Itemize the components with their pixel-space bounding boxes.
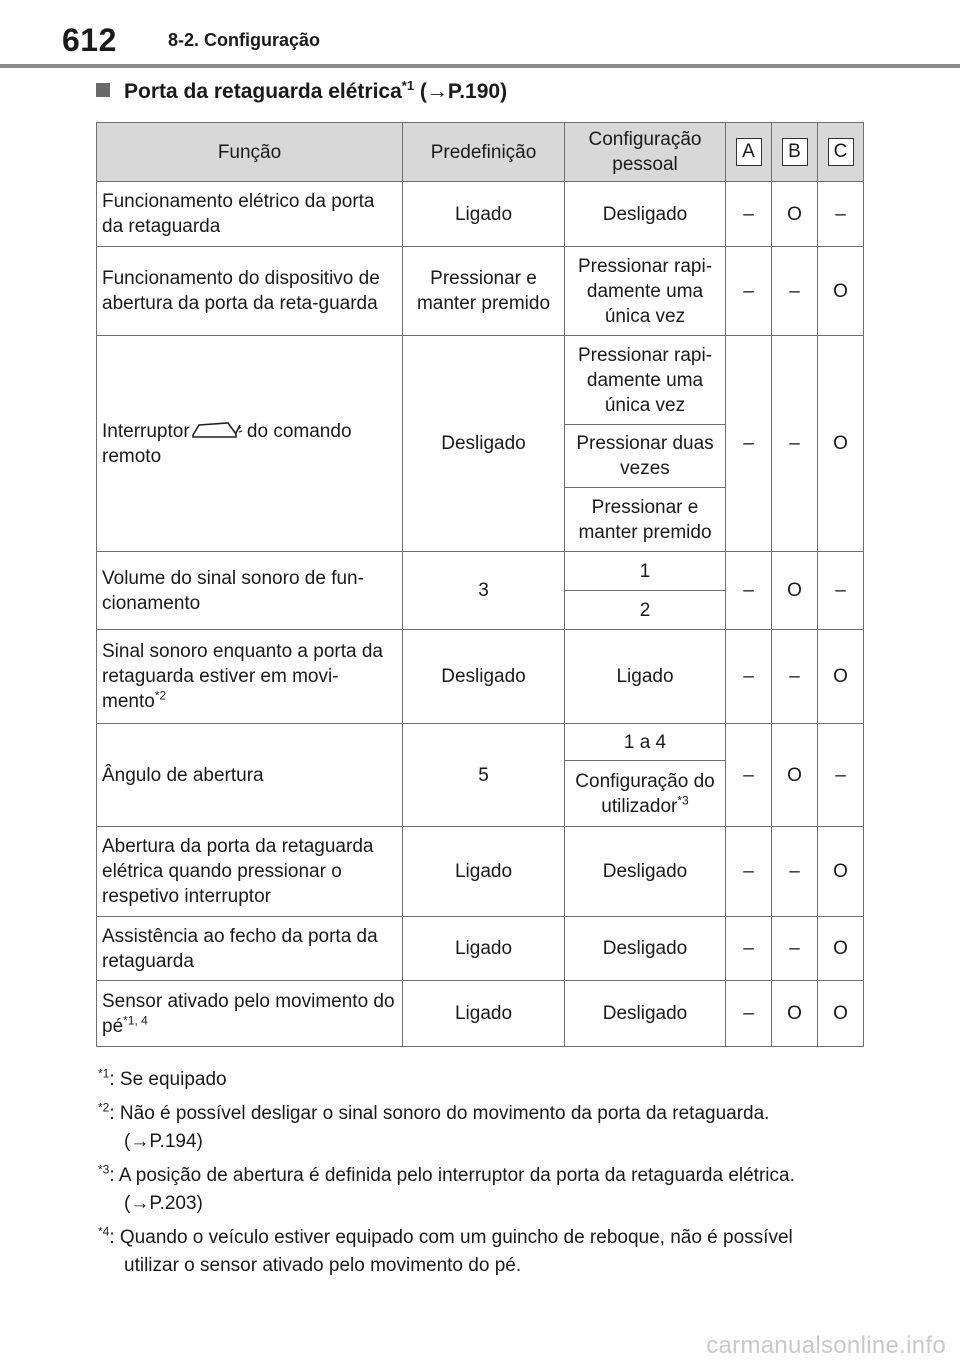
row-default: Ligado [403, 917, 565, 981]
section-title-sup: *1 [401, 78, 415, 93]
row-default: Ligado [403, 827, 565, 917]
row-function: Assistência ao fecho da porta da retaguarda [97, 917, 403, 981]
row-a: – [726, 630, 772, 724]
table-row [97, 336, 864, 425]
footnote-4 [98, 1224, 888, 1280]
footnote-3 [98, 1162, 888, 1218]
page-number: 612 [62, 22, 117, 58]
row-custom-2: 2 [565, 591, 726, 630]
row-custom: Desligado [565, 182, 726, 247]
section-title: Porta da retaguarda elétrica [124, 80, 402, 103]
footnote-mark: *2 [98, 1100, 110, 1115]
label-b-box: B [782, 138, 808, 166]
row-custom: Pressionar rapi-damente uma única vez [565, 247, 726, 336]
row-b: – [772, 917, 818, 981]
row-custom: Desligado [565, 827, 726, 917]
row-custom: Desligado [565, 917, 726, 981]
footnote-2 [98, 1100, 888, 1156]
table-row [97, 247, 864, 336]
table-row [97, 552, 864, 591]
row-default: Desligado [403, 336, 565, 552]
table-row [97, 724, 864, 761]
footnote-cont: utilizar o sensor ativado pelo movimento do pé. [124, 1255, 522, 1276]
row-default: Desligado [403, 630, 565, 724]
header-function: Função [97, 123, 403, 182]
section-heading [96, 80, 507, 104]
row-function: Funcionamento elétrico da porta da retaguarda [97, 182, 403, 247]
row-c: O [818, 917, 864, 981]
row-custom-2: Pressionar duas vezes [565, 425, 726, 488]
chapter-title: 8-2. Configuração [168, 30, 321, 50]
row-custom-3: Pressionar e manter premido [565, 488, 726, 552]
header-custom: Configuração pessoal [565, 123, 726, 182]
header-rule [0, 64, 960, 68]
row-custom: Ligado [565, 630, 726, 724]
row-b: O [772, 724, 818, 827]
row-function: Volume do sinal sonoro de fun-cionamento [97, 552, 403, 630]
row-custom-1: 1 a 4 [565, 724, 726, 761]
label-a-box: A [736, 138, 762, 166]
row-custom-1: Pressionar rapi-damente uma única vez [565, 336, 726, 425]
row-a: – [726, 724, 772, 827]
row-a: – [726, 917, 772, 981]
row-c: O [818, 247, 864, 336]
row-function-text: Sinal sonoro enquanto a porta da retaguarda estiver em movi-mento [102, 641, 383, 712]
row-c: O [818, 981, 864, 1047]
row-c: O [818, 827, 864, 917]
row-c: O [818, 630, 864, 724]
rear-door-remote-icon [190, 420, 242, 442]
footnote-mark: *1 [98, 1066, 110, 1081]
row-a: – [726, 336, 772, 552]
row-a: – [726, 981, 772, 1047]
row-function: Abertura da porta da retaguarda elétrica quando pressionar o respetivo interruptor [97, 827, 403, 917]
row-function [97, 336, 403, 552]
header-c [818, 123, 864, 182]
row-b: – [772, 827, 818, 917]
row-b: O [772, 182, 818, 247]
row-custom-1: 1 [565, 552, 726, 591]
footnote-ref: (→P.203) [124, 1193, 203, 1214]
table-row [97, 182, 864, 247]
row-function-pre: Interruptor [102, 420, 190, 442]
table-row [97, 981, 864, 1047]
row-c: – [818, 552, 864, 630]
row-c: – [818, 724, 864, 827]
footnote-ref: (→P.194) [124, 1131, 203, 1152]
footnote-text: : Não é possível desligar o sinal sonoro do movimento da porta da retaguarda. [109, 1103, 770, 1124]
footnote-1 [98, 1066, 888, 1094]
footnotes [98, 1066, 888, 1286]
row-function-sup: *1, 4 [123, 1013, 148, 1028]
table-row [97, 827, 864, 917]
row-b: – [772, 630, 818, 724]
row-b: O [772, 552, 818, 630]
row-default: 5 [403, 724, 565, 827]
row-a: – [726, 182, 772, 247]
row-custom-2-text: Configuração do utilizador [575, 770, 715, 817]
header-a [726, 123, 772, 182]
row-default: Pressionar e manter premido [403, 247, 565, 336]
row-b: O [772, 981, 818, 1047]
row-function-post: do comando remoto [102, 420, 352, 467]
row-function [97, 981, 403, 1047]
row-function-sup: *2 [154, 688, 167, 703]
row-function: Funcionamento do dispositivo de abertura da porta da reta-guarda [97, 247, 403, 336]
row-default: 3 [403, 552, 565, 630]
row-function: Ângulo de abertura [97, 724, 403, 827]
row-default: Ligado [403, 981, 565, 1047]
footnote-text: : A posição de abertura é definida pelo interruptor da porta da retaguarda elétrica. [109, 1165, 795, 1186]
row-b: – [772, 336, 818, 552]
row-custom: Desligado [565, 981, 726, 1047]
header-default: Predefinição [403, 123, 565, 182]
table-row [97, 630, 864, 724]
header-b [772, 123, 818, 182]
row-default: Ligado [403, 182, 565, 247]
footnote-text: : Se equipado [109, 1069, 227, 1090]
row-function [97, 630, 403, 724]
footnote-mark: *3 [98, 1162, 110, 1177]
watermark: carmanualsonline.info [706, 1332, 946, 1359]
row-custom-sup: *3 [677, 793, 689, 808]
row-a: – [726, 552, 772, 630]
section-ref: (→P.190) [419, 80, 508, 103]
row-custom-2 [565, 761, 726, 827]
table-header-row [97, 123, 864, 182]
footnote-text: : Quando o veículo estiver equipado com um guincho de reboque, não é possível [109, 1227, 793, 1248]
section-square-icon [96, 83, 110, 97]
row-function-text: Sensor ativado pelo movimento do pé [102, 990, 395, 1037]
row-b: – [772, 247, 818, 336]
row-c: – [818, 182, 864, 247]
row-c: O [818, 336, 864, 552]
table-row [97, 917, 864, 981]
row-a: – [726, 827, 772, 917]
label-c-box: C [828, 138, 854, 166]
footnote-mark: *4 [98, 1224, 110, 1239]
settings-table [96, 122, 864, 1047]
row-a: – [726, 247, 772, 336]
